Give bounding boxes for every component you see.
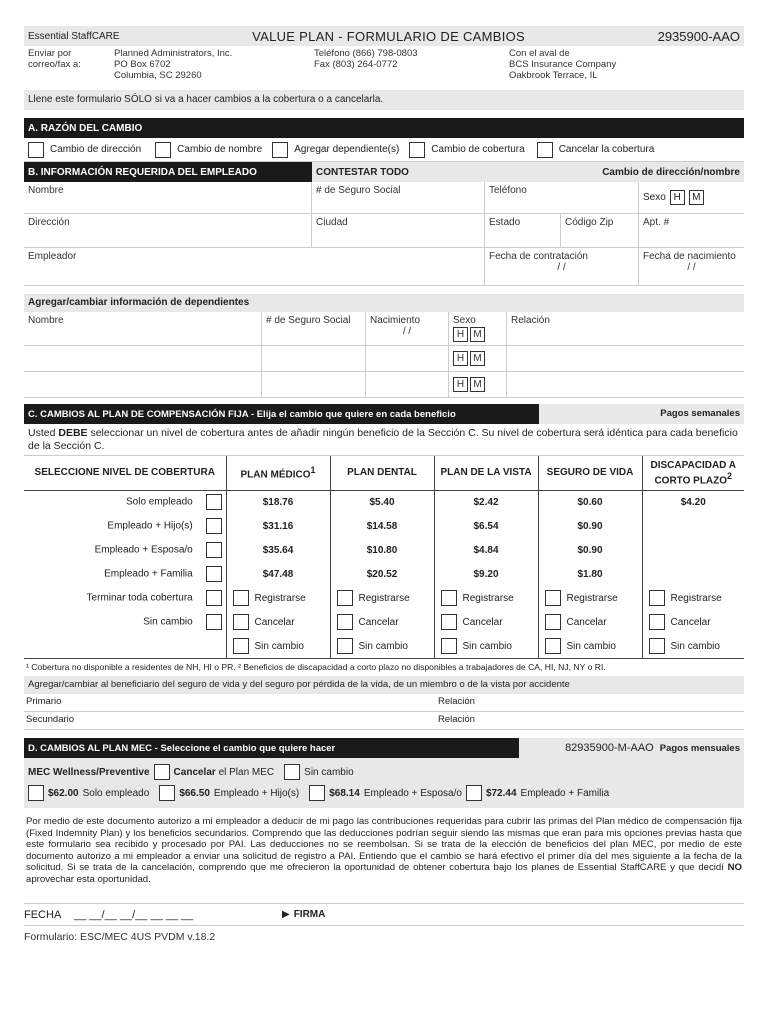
dep2-sex-h[interactable]: H	[453, 351, 468, 366]
dep-col-name: Nombre	[24, 312, 262, 345]
mec-tier-checkbox[interactable]	[466, 785, 482, 801]
beneficiary-secondary-field[interactable]: Secundario	[26, 714, 75, 725]
weekly-label: Pagos semanales	[539, 404, 744, 424]
plan-row: Empleado + Hijo(s) $31.16 $14.58 $6.54 $0.90	[24, 514, 744, 538]
section-d-header	[24, 738, 744, 758]
reason-checkbox-coverage[interactable]	[409, 142, 425, 158]
beneficiary-secondary-relation[interactable]: Relación	[438, 714, 475, 725]
plan-row-nochange: Sin cambio Cancelar Cancelar Cancelar Cancelar Cancelar	[24, 610, 744, 634]
dep2-sex-m[interactable]: M	[470, 351, 485, 366]
mec-tier-checkbox[interactable]	[159, 785, 175, 801]
life-register-checkbox[interactable]	[545, 590, 561, 606]
col-disability: DISCAPACIDAD A CORTO PLAZO$^2$	[642, 456, 744, 490]
sex-m-box[interactable]: M	[689, 190, 704, 205]
signature-label: FIRMA	[293, 909, 326, 920]
disability-register-checkbox[interactable]	[649, 590, 665, 606]
field-state[interactable]: Estado	[485, 214, 561, 247]
admin-address: Planned Administrators, Inc. PO Box 6702 Columbia, SC 29260	[114, 48, 233, 81]
send-label: Enviar por correo/fax a:	[28, 48, 81, 70]
field-employer[interactable]: Empleador	[24, 248, 485, 285]
section-b-title: B. INFORMACIÓN REQUERIDA DEL EMPLEADO	[24, 162, 312, 182]
answer-all-label: CONTESTAR TODO	[316, 166, 409, 178]
field-city[interactable]: Ciudad	[312, 214, 485, 247]
beneficiary-primary-relation[interactable]: Relación	[438, 696, 475, 707]
col-life: SEGURO DE VIDA	[538, 456, 642, 490]
reason-checkbox-name[interactable]	[155, 142, 171, 158]
section-a-title: A. RAZÓN DEL CAMBIO	[24, 118, 744, 138]
dep-col-sex: Sexo H M	[449, 312, 507, 345]
vision-register-checkbox[interactable]	[441, 590, 457, 606]
vision-cancel-checkbox[interactable]	[441, 614, 457, 630]
reason-checkbox-cancel[interactable]	[537, 142, 553, 158]
brand-name: Essential StaffCARE	[28, 30, 120, 42]
dependent-row	[24, 346, 744, 372]
plan-row-terminate: Terminar toda cobertura Registrarse Registrarse Registrarse Registrarse Registrarse	[24, 586, 744, 610]
medical-register-checkbox[interactable]	[233, 590, 249, 606]
form-code: 2935900-AAO	[657, 28, 740, 44]
no-change-checkbox[interactable]	[206, 614, 222, 630]
dental-register-checkbox[interactable]	[337, 590, 353, 606]
reason-options: Cambio de dirección Cambio de nombre Agregar dependiente(s) Cambio de cobertura Cancelar la cobertura	[24, 138, 744, 162]
dental-nochange-checkbox[interactable]	[337, 638, 353, 654]
insurer-info: Con el aval de BCS Insurance Company Oakbrook Terrace, IL	[509, 48, 617, 81]
mec-label: MEC Wellness/Preventive	[28, 766, 150, 778]
section-b-header	[24, 162, 744, 182]
dependents-table	[24, 312, 744, 398]
dental-cancel-checkbox[interactable]	[337, 614, 353, 630]
plan-footnote: ¹ Cobertura no disponible a residentes de NH, HI o PR. ² Beneficios de discapacidad a corto plazo no disponibles a trabajadores de CA, HI, NJ, NY o RI.	[24, 658, 744, 676]
dep1-sex-h[interactable]: H	[453, 327, 468, 342]
plan-row: Solo empleado $18.76 $5.40 $2.42 $0.60 $4.20	[24, 490, 744, 514]
field-apt[interactable]: Apt. #	[643, 217, 670, 228]
section-d-title: D. CAMBIOS AL PLAN MEC - Seleccione el cambio que quiere hacer	[24, 738, 519, 758]
signature-field[interactable]	[325, 904, 744, 925]
field-birth-date[interactable]: Fecha de nacimiento / /	[643, 251, 736, 273]
dep1-sex-m[interactable]: M	[470, 327, 485, 342]
beneficiary-title: Agregar/cambiar al beneficiario del seguro de vida y del seguro por pérdida de la vida, de un miembro o de la vista por accidente	[24, 676, 744, 694]
mec-tier-checkbox[interactable]	[309, 785, 325, 801]
form-id: Formulario: ESC/MEC 4US PVDM v.18.2	[24, 931, 216, 943]
signature-row	[24, 904, 744, 926]
dep3-sex-m[interactable]: M	[470, 377, 485, 392]
contact-info: Teléfono (866) 798-0803 Fax (803) 264-0772	[314, 48, 418, 70]
col-vision: PLAN DE LA VISTA	[434, 456, 538, 490]
terminate-checkbox[interactable]	[206, 590, 222, 606]
form-title: VALUE PLAN - FORMULARIO DE CAMBIOS	[252, 28, 526, 44]
dependent-row	[24, 372, 744, 398]
level-checkbox[interactable]	[206, 518, 222, 534]
dep3-sex-h[interactable]: H	[453, 377, 468, 392]
col-dental: PLAN DENTAL	[330, 456, 434, 490]
section-c-title: C. CAMBIOS AL PLAN DE COMPENSACIÓN FIJA - Elija el cambio que quiere en cada beneficio	[24, 404, 539, 424]
field-zip[interactable]: Código Zip	[561, 214, 639, 247]
beneficiary-primary-field[interactable]: Primario	[26, 696, 62, 707]
field-ssn[interactable]: # de Seguro Social	[312, 182, 485, 213]
field-hire-date[interactable]: Fecha de contratación / /	[485, 248, 639, 285]
field-sex: Sexo H M	[639, 182, 708, 213]
disability-nochange-checkbox[interactable]	[649, 638, 665, 654]
col-medical: PLAN MÉDICO$^1$	[226, 456, 330, 490]
employee-fields	[24, 182, 744, 286]
dep-col-birth: Nacimiento / /	[366, 312, 449, 345]
instruction-bar: Llene este formulario SÓLO si va a hacer cambios a la cobertura o a cancelarla.	[24, 90, 744, 110]
plan-row: Empleado + Esposa/o $35.64 $10.80 $4.84 $0.90	[24, 538, 744, 562]
section-c-header	[24, 404, 744, 424]
monthly-label: Pagos mensuales	[659, 742, 740, 754]
sex-h-box[interactable]: H	[670, 190, 685, 205]
mec-cancel-checkbox[interactable]	[154, 764, 170, 780]
field-address[interactable]: Dirección	[24, 214, 312, 247]
date-field[interactable]: __ __/__ __/__ __ __ __	[74, 908, 194, 921]
authorization-text: Por medio de este documento autorizo a mi empleador a deducir de mi pago las contribuciones requeridas para cubrir las primas del Plan médico de compensación fija (Fixed Indemnity Plan) y los beneficios secundarios. Comprendo que las deducciones podrían seguir siendo las mismas que eran para mis opciones previas hasta que este formulario sea recibido y procesado por PAI. Las deducciones no se reembolsan. Si se trata de la elección de beneficios del plan MEC, por medio de este documento autorizo a mi empleador a enviar una solicitud de registro a PAI. Entiendo que el cambio se hará efectivo el primer día del mes siguiente a la fecha de la solicitud. Si se trata de la cancelación, comprendo que me ofrecieron la oportunidad de obtener cobertura bajo los planes de Essential StaffCARE y que decidí NO aprovechar esta oportunidad.	[24, 808, 744, 904]
reason-checkbox-add-dependent[interactable]	[272, 142, 288, 158]
mec-nochange-checkbox[interactable]	[284, 764, 300, 780]
beneficiary-primary-row	[24, 694, 744, 712]
life-nochange-checkbox[interactable]	[545, 638, 561, 654]
field-name[interactable]: Nombre	[24, 182, 312, 213]
disability-cancel-checkbox[interactable]	[649, 614, 665, 630]
life-cancel-checkbox[interactable]	[545, 614, 561, 630]
reason-checkbox-address[interactable]	[28, 142, 44, 158]
dep-col-ssn: # de Seguro Social	[262, 312, 366, 345]
dependents-title: Agregar/cambiar información de dependientes	[24, 294, 744, 312]
medical-nochange-checkbox[interactable]	[233, 638, 249, 654]
level-checkbox[interactable]	[206, 494, 222, 510]
dep-col-relation: Relación	[511, 315, 550, 326]
plan-row: Empleado + Familia $47.48 $20.52 $9.20 $1.80	[24, 562, 744, 586]
section-c-notice: Usted DEBE seleccionar un nivel de cobertura antes de añadir ningún beneficio de la Sección C. Su nivel de cobertura será idéntica para cada beneficio de la Sección C.	[24, 424, 744, 456]
change-note-label: Cambio de dirección/nombre	[602, 166, 740, 178]
plan-table	[24, 456, 744, 658]
mec-tier-checkbox[interactable]	[28, 785, 44, 801]
level-checkbox[interactable]	[206, 566, 222, 582]
form-header	[24, 26, 744, 46]
vision-nochange-checkbox[interactable]	[441, 638, 457, 654]
plan-row-options: Sin cambio Sin cambio Sin cambio Sin cambio Sin cambio	[24, 634, 744, 658]
beneficiary-secondary-row	[24, 712, 744, 730]
col-level: SELECCIONE NIVEL DE COBERTURA	[24, 456, 226, 490]
mec-options: MEC Wellness/Preventive Cancelar el Plan MEC Sin cambio $62.00 Solo empleado $66.50 Empleado + Hijo(s) $68.14 Empleado + Esposa/o $72.44 Empleado + Familia	[24, 758, 744, 808]
date-label: FECHA	[24, 908, 62, 921]
level-checkbox[interactable]	[206, 542, 222, 558]
medical-cancel-checkbox[interactable]	[233, 614, 249, 630]
mailing-info	[24, 46, 744, 90]
field-phone[interactable]: Teléfono	[485, 182, 639, 213]
signature-arrow-icon: ▶	[282, 909, 290, 920]
mec-code: 82935900-M-AAO	[565, 742, 654, 754]
